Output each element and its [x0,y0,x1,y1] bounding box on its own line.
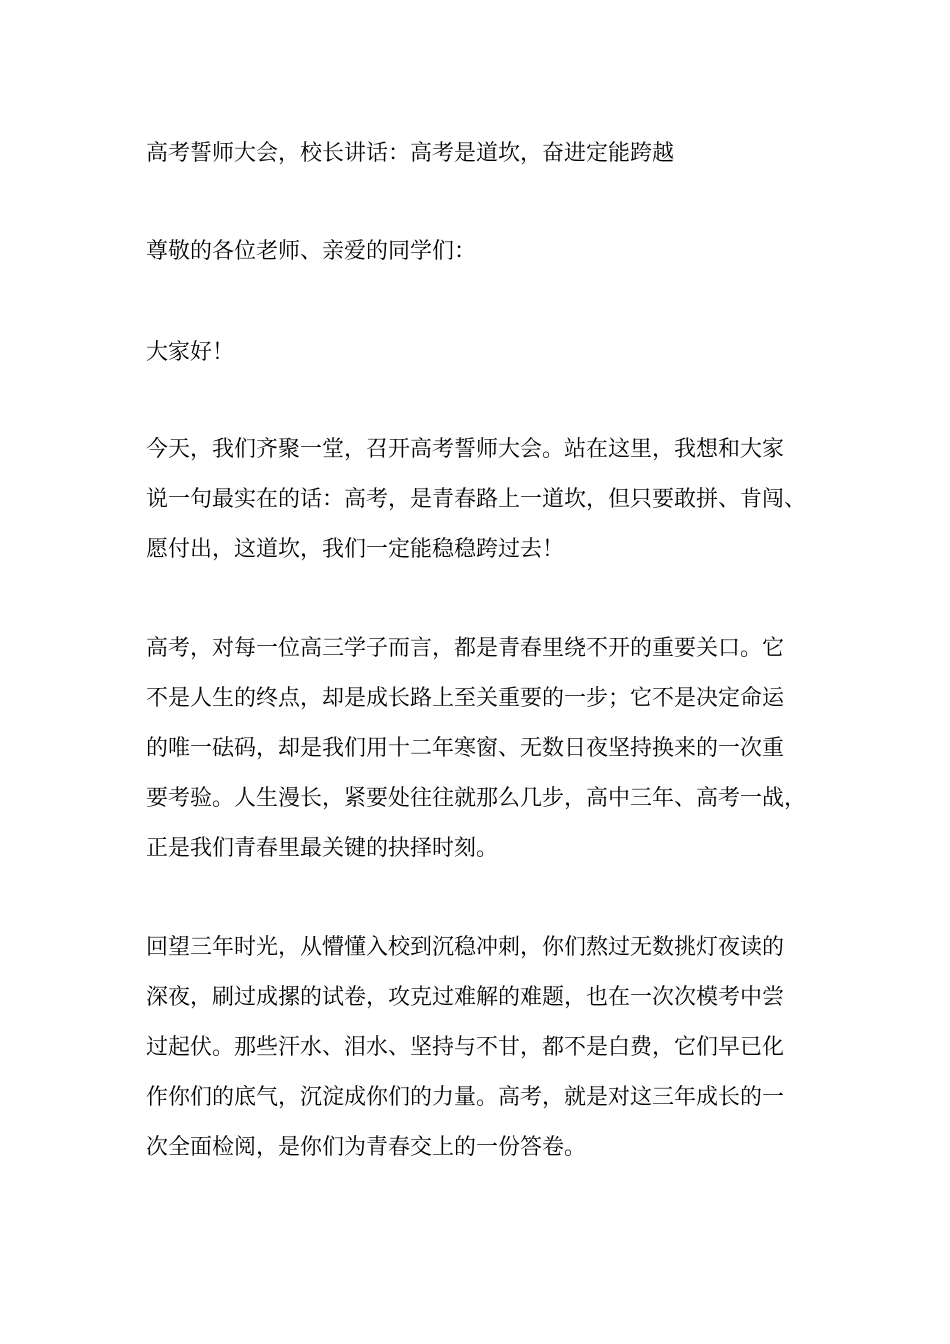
paragraph-3-line-2: 深夜，刷过成摞的试卷，攻克过难解的难题，也在一次次模考中尝 [146,985,785,1010]
paragraph-3-line-4: 作你们的底气，沉淀成你们的力量。高考，就是对这三年成长的一 [146,1085,785,1110]
greeting: 大家好！ [146,340,235,365]
paragraph-2-line-2: 不是人生的终点，却是成长路上至关重要的一步；它不是决定命运 [146,686,785,711]
paragraph-3-line-1: 回望三年时光，从懵懂入校到沉稳冲刺，你们熬过无数挑灯夜读的 [146,935,785,960]
paragraph-2-line-4: 要考验。人生漫长，紧要处往往就那么几步，高中三年、高考一战， [146,786,807,811]
paragraph-2-line-3: 的唯一砝码，却是我们用十二年寒窗、无数日夜坚持换来的一次重 [146,736,785,761]
salutation: 尊敬的各位老师、亲爱的同学们： [146,239,477,264]
paragraph-1-line-1: 今天，我们齐聚一堂，召开高考誓师大会。站在这里，我想和大家 [146,437,785,462]
paragraph-2-line-5: 正是我们青春里最关键的抉择时刻。 [146,836,499,861]
paragraph-2-line-1: 高考，对每一位高三学子而言，都是青春里绕不开的重要关口。它 [146,636,785,661]
paragraph-3-line-5: 次全面检阅，是你们为青春交上的一份答卷。 [146,1135,587,1160]
document-title: 高考誓师大会，校长讲话：高考是道坎，奋进定能跨越 [146,141,675,166]
paragraph-1-line-3: 愿付出，这道坎，我们一定能稳稳跨过去！ [146,537,565,562]
paragraph-3-line-3: 过起伏。那些汗水、泪水、坚持与不甘，都不是白费，它们早已化 [146,1035,785,1060]
paragraph-1-line-2: 说一句最实在的话：高考，是青春路上一道坎，但只要敢拼、肯闯、 [146,487,807,512]
